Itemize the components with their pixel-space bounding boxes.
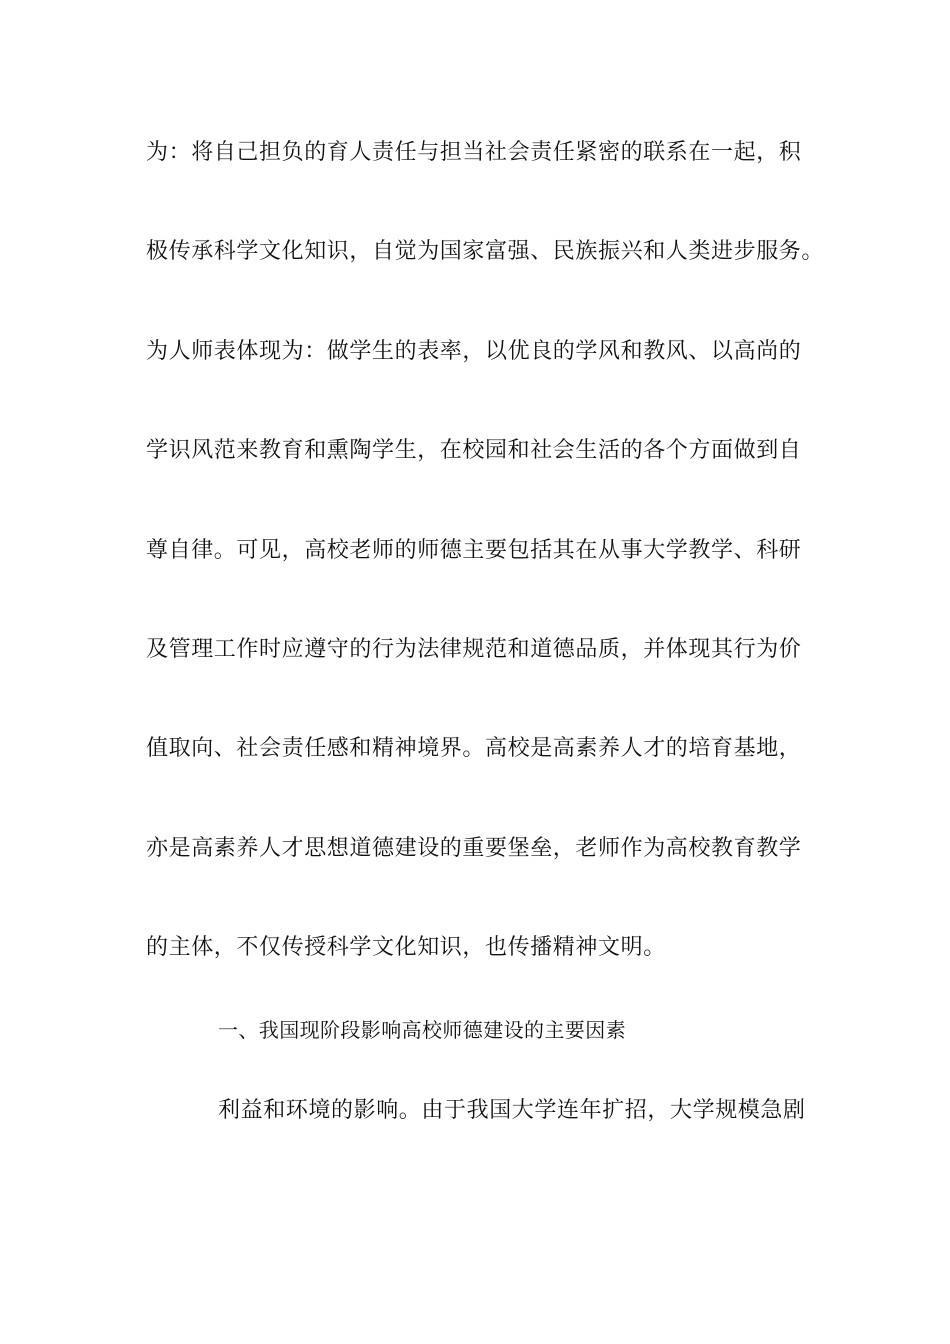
paragraph-line: 极传承科学文化知识，自觉为国家富强、民族振兴和人类进步服务。 — [146, 239, 825, 264]
paragraph-line: 尊自律。可见，高校老师的师德主要包括其在从事大学教学、科研 — [146, 538, 802, 563]
paragraph-line: 为人师表体现为：做学生的表率，以优良的学风和教风、以高尚的 — [146, 339, 802, 364]
paragraph-line: 值取向、社会责任感和精神境界。高校是高素养人才的培育基地， — [146, 736, 802, 761]
paragraph-line: 学识风范来教育和熏陶学生，在校园和社会生活的各个方面做到自 — [146, 438, 802, 463]
subsection-paragraph-line: 利益和环境的影响。由于我国大学连年扩招，大学规模急剧 — [218, 1098, 806, 1123]
paragraph-line: 为：将自己担负的育人责任与担当社会责任紧密的联系在一起，积 — [146, 140, 802, 165]
paragraph-line: 的主体，不仅传授科学文化知识，也传播精神文明。 — [146, 935, 666, 960]
paragraph-line: 亦是高素养人才思想道德建设的重要堡垒，老师作为高校教育教学 — [146, 836, 802, 861]
section-heading: 一、我国现阶段影响高校师德建设的主要因素 — [218, 1018, 626, 1042]
paragraph-line: 及管理工作时应遵守的行为法律规范和道德品质，并体现其行为价 — [146, 637, 802, 662]
